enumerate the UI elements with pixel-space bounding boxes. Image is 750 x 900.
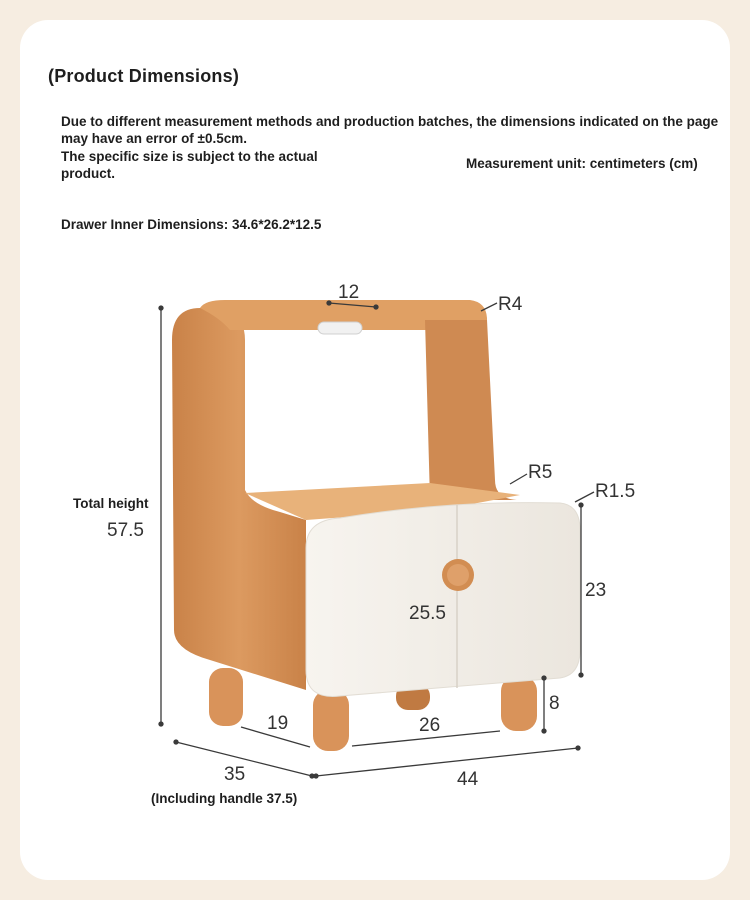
leg-back-left [209,668,243,726]
drawer-inner-dimensions: Drawer Inner Dimensions: 34.6*26.2*12.5 [61,217,322,232]
radius-mid-value: R5 [528,462,553,483]
width-line-end [576,746,580,750]
unit-note: Measurement unit: centimeters (cm) [466,156,698,171]
depth-note: (Including handle 37.5) [151,791,298,806]
handle-line-end [374,305,378,309]
drawer-line-end [579,503,583,507]
leg-line-end [542,729,546,733]
height-line-end [159,722,163,726]
error-note: Due to different measurement methods and production batches, the dimensions indicated on the page may have an error of ±0.5cm. [61,114,719,146]
r15-leader [575,492,594,502]
leg-line-end [542,676,546,680]
right-arm [425,320,520,500]
night-light [318,322,362,334]
size-note: The specific size is subject to the actual product. [61,149,318,181]
drawer-height-value: 23 [585,580,607,601]
radius-corner-value: R1.5 [595,481,636,502]
drawer-knob-center [447,564,469,586]
depth-line-end [174,740,178,744]
handle-line-end [327,301,331,305]
width-line-end [314,774,318,778]
front-width-value: 26 [419,715,441,736]
total-height-label: Total height [73,496,149,511]
depth-value: 35 [224,764,246,785]
side-depth-value: 19 [267,713,289,734]
drawer-front [306,503,580,697]
drawer-line-end [579,673,583,677]
front-height-value: 25.5 [409,603,446,624]
radius-top-value: R4 [498,294,523,315]
leg-front-right [501,676,537,731]
r5-leader [510,474,527,484]
height-line-end [159,306,163,310]
leg-front-left [313,690,349,751]
page-title: (Product Dimensions) [48,66,240,86]
width-line [316,748,578,776]
total-height-value: 57.5 [107,520,144,541]
width-value: 44 [457,769,479,790]
leg-height-value: 8 [549,693,560,714]
handle-top-value: 12 [338,282,360,303]
